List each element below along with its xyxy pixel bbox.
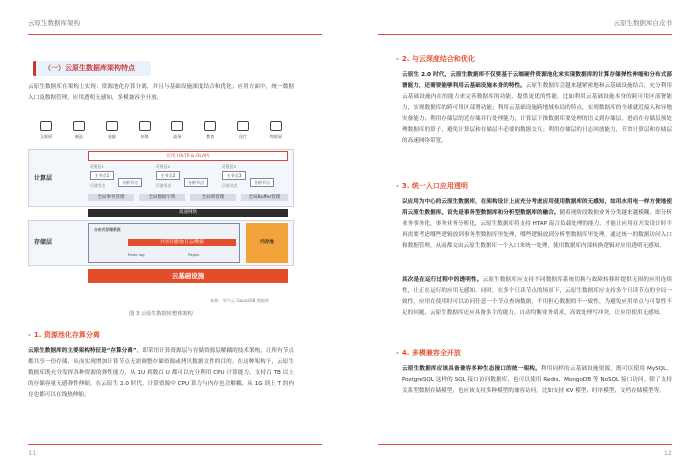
global-txn-bar: 全局事务管理 xyxy=(88,194,134,201)
industry-iot: 物联网 xyxy=(262,121,290,145)
paragraph-4: 云原生数据库应该具备兼容多种生态接口的统一架构。利用同样的云基础设施资源，既可以使用 MySQL、PostgreSQL 这样的 SQL 接口访问数据库，也可以使用 Redis、MongoDB 等 NoSQL 接口访问。除了支持关系型数据存储模型，也应该支持多种模型的兼容访问，比如支持 KV 模型、时序模型、文档存储模型等。 xyxy=(402,366,672,394)
page-number-left: 11 xyxy=(28,449,37,457)
app-bar: 应用 (OLTP & OLAP) xyxy=(88,151,288,161)
factory-icon xyxy=(73,121,85,131)
industry-internet: 互联网 xyxy=(32,121,60,145)
section-title: （一）云原生数据库架构特点 xyxy=(33,61,151,76)
footer-rule-left xyxy=(28,444,322,445)
header-rule-right xyxy=(378,34,672,35)
global-dict-bar: 全局数据字典 xyxy=(139,194,185,201)
subheading-3: - 3. 统一入口应用透明 xyxy=(396,182,468,190)
media-icon xyxy=(139,121,151,131)
primary-node-2: 主节点2 xyxy=(156,171,180,180)
analytic-node-1: 分析节点 xyxy=(118,178,142,187)
figure-source: 来源：华为云 GaussDB 数据库 xyxy=(210,298,270,303)
right-page xyxy=(350,0,700,475)
industry-government: 政务 xyxy=(163,121,191,145)
shared-storage-pool-bar: 共享存储池/日志/数据 xyxy=(128,239,236,246)
medical-icon xyxy=(237,121,249,131)
analytic-node-3: 分析节点 xyxy=(250,178,274,187)
pages-label: Pages xyxy=(188,252,200,257)
internet-icon xyxy=(40,121,52,131)
subheading-2: - 2. 与云深度结合和优化 xyxy=(396,55,475,63)
global-lock-bar: 全局锁管理 xyxy=(190,194,236,201)
government-icon xyxy=(171,121,183,131)
education-icon xyxy=(204,121,216,131)
paragraph-2: 云原生 2.0 时代，云原生数据库不仅要基于云端硬件资源池化来实现数据库的计算存储弹性伸缩和分布式部署能力，还需要能够利用云基础设施本身的特性。云原生数据库会越来越紧密地和云基础设施结合，充分利用云基础设施内在的能力来完善数据库的功能，提供更优的性能。比如利用云基础设施本身的跨可用区部署能力，实现数据库的跨可用区部署功能；利用云基础设施跨地域布局的特点，实现数据库的全球就近接入和异地灾备能力；利用存储层的近存储并行处理能力，计算层下推数据库要处理的语义到存储层，进而在存储层预处理数据库的算子，避免计算层和存储层不必要的数据交互；利用存储层的日志回放能力，节省计算层和存储层的高速网络带宽。 xyxy=(402,72,672,144)
subheading-4: - 4. 多模兼容全开放 xyxy=(396,349,461,357)
storage-layer-label: 存储层 xyxy=(34,239,53,246)
industry-medical: 医疗 xyxy=(229,121,257,145)
analytic-node-2: 分析节点 xyxy=(184,178,208,187)
intro-paragraph: 云原生数据库在架构上实现：资源池化存算分离，并且与基础设施深度结合和优化；应用方面中，统一数据入口及数据管理，应用透明无感知，多模兼容全开放。 xyxy=(28,84,294,101)
industry-education: 教育 xyxy=(196,121,224,145)
figure-caption: 图 3 云原生数据库整体架构 xyxy=(129,311,193,317)
subheading-1: - 1. 资源池化存算分离 xyxy=(28,331,100,339)
running-head-right: 云原生数据库白皮书 xyxy=(613,19,672,27)
primary-node-3: 主节点3 xyxy=(222,171,246,180)
header-rule-left xyxy=(28,34,322,35)
primary-node-1: 主节点1 xyxy=(90,171,114,180)
industry-finance: 金融 xyxy=(98,121,126,145)
paragraph-1: 云原生数据库的主要架构特征是“存算分离”，即采用计算资源层与存储资源层解耦的技术架构，让所有节点都共享一份存储，从而实现增加计算节点无需调整存储资源或拷贝数据文件的目的。在这种架构下，云原生数据库既充分发挥各种资源的弹性能力，从 1U 到数百 U 都可以充分利用 CPU 计算能力，支持百 TB 以上的存储容量无感弹性伸缩。在云原生 2.0 时代，计算资源中 CPU 算力与内存也会解耦，从 1G 到上 T 的内存也都可以在线热伸缩。 xyxy=(28,348,294,398)
compute-layer-label: 计算层 xyxy=(34,175,53,182)
distributed-storage-label: 分布式存储系统 xyxy=(94,227,121,232)
paragraph-3b: 其次是在运行过程中的透明性。云原生数据库应支持不同数据库系统切换与故障转移时提供无损的应用连续性，让正在运行的应用无感知。同时，在多个只读节点的场景下，云原生数据库应支持多个只读节点的全局一致性，应用在使用时可以访问任意一个节点查询数据，不用担心数据的不一致性。为避免应用单点与可靠性不足的问题，云原生数据库还应具备多主的能力，自动均衡业务请求，高效处理写冲突，让应用使用无感知。 xyxy=(402,277,672,316)
paragraph-3: 以应用为中心的云原生数据库，在架构设计上应充分考虑应用使用数据库的无感知，如用水用电一样方便地使用云原生数据库。首先是事务型数据库和分析型数据库的融合。随着现阶段数据业务分类越来越模糊，即分析业务事务化，事务业务分析化，云原生数据库将支持 HTAP 混合负载处理的能力，才能让应用在开发设计时不再需要考虑哪些逻辑放到事务型数据库里处理，哪些逻辑放到分析型数据库里处理。通过统一的数据访问入口和数据管理，从而都交由云原生数据库一个入口来统一处理，使用数据库内部转换逻辑对应用透明无感知。 xyxy=(402,199,672,249)
page-number-right: 12 xyxy=(663,449,672,457)
cloud-infrastructure-bar: 云基础设施 xyxy=(88,269,288,283)
memory-pool: 内存池 xyxy=(246,223,288,263)
high-speed-network-bar: 高速网络 xyxy=(88,209,288,217)
redo-log-label: Redo log xyxy=(128,252,145,257)
architecture-diagram: 互联网 制造 金融 传媒 政务 教育 医疗 物联网 计算层 应用 (OLTP & OLAP) 可用区1 可用区2 可用区3 主节点1 分析节点 主节点2 分析节点 主节点3 分析节点 只读节点 只读节点 只读节点 全局事务管理 全局数据字典 全局锁管理 全局Buffer管理 高速网络 存储层 分布式存储系统 共享存储池/日志/数据 Redo log Pages 内存池 云基础设施 xyxy=(28,121,294,291)
footer-rule-right xyxy=(378,444,672,445)
industry-row xyxy=(28,121,294,145)
finance-icon xyxy=(106,121,118,131)
running-head-left: 云原生数据库架构 xyxy=(28,19,80,27)
industry-manufacturing: 制造 xyxy=(65,121,93,145)
industry-media: 传媒 xyxy=(131,121,159,145)
global-buffer-bar: 全局Buffer管理 xyxy=(241,194,288,201)
iot-icon xyxy=(270,121,282,131)
